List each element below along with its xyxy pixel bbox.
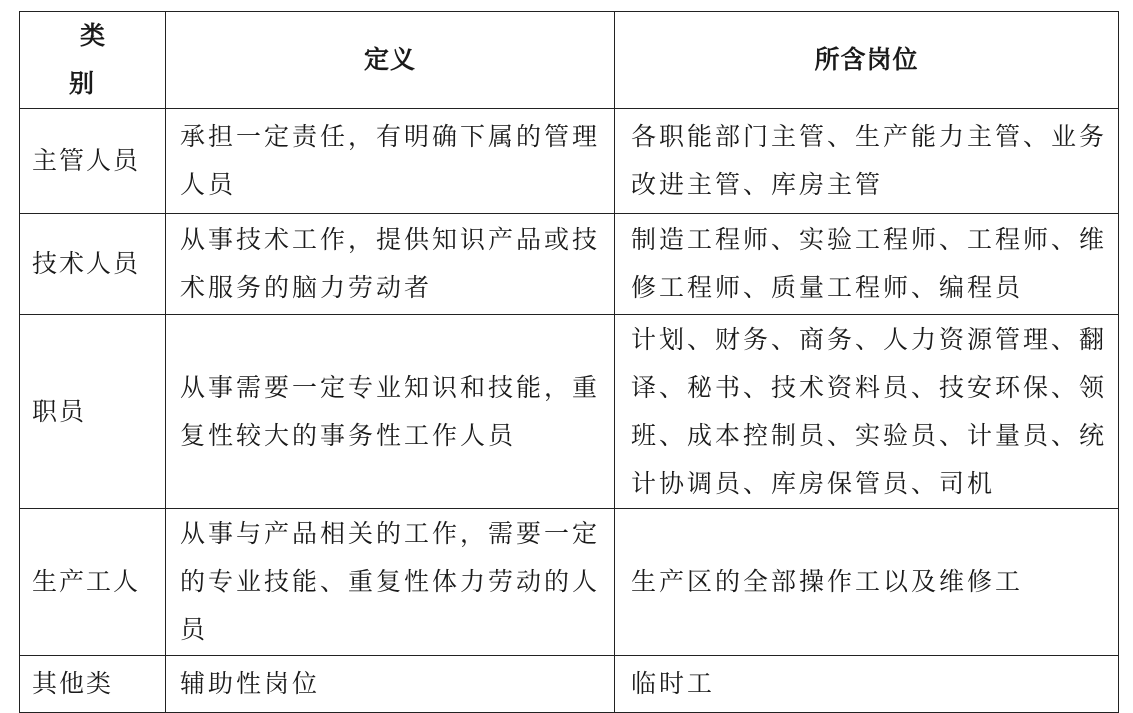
category-cell: 其他类 — [20, 656, 166, 713]
header-category: 类 别 — [20, 12, 166, 109]
category-cell: 生产工人 — [20, 509, 166, 656]
definition-cell: 从事需要一定专业知识和技能，重复性较大的事务性工作人员 — [166, 315, 615, 509]
category-cell: 职员 — [20, 315, 166, 509]
positions-cell: 生产区的全部操作工以及维修工 — [615, 509, 1119, 656]
definition-cell: 承担一定责任，有明确下属的管理人员 — [166, 109, 615, 214]
header-definition: 定义 — [166, 12, 615, 109]
personnel-category-table — [19, 11, 1119, 713]
table-row — [20, 315, 1119, 509]
table-row — [20, 214, 1119, 315]
table-row — [20, 509, 1119, 656]
definition-cell: 从事与产品相关的工作，需要一定的专业技能、重复性体力劳动的人员 — [166, 509, 615, 656]
positions-cell: 制造工程师、实验工程师、工程师、维修工程师、质量工程师、编程员 — [615, 214, 1119, 315]
category-cell: 主管人员 — [20, 109, 166, 214]
table-row — [20, 656, 1119, 713]
table-header-row — [20, 12, 1119, 109]
positions-cell: 各职能部门主管、生产能力主管、业务改进主管、库房主管 — [615, 109, 1119, 214]
header-positions: 所含岗位 — [615, 12, 1119, 109]
definition-cell: 从事技术工作，提供知识产品或技术服务的脑力劳动者 — [166, 214, 615, 315]
definition-cell: 辅助性岗位 — [166, 656, 615, 713]
positions-cell: 临时工 — [615, 656, 1119, 713]
positions-cell: 计划、财务、商务、人力资源管理、翻译、秘书、技术资料员、技安环保、领班、成本控制员、实验员、计量员、统计协调员、库房保管员、司机 — [615, 315, 1119, 509]
table-row — [20, 109, 1119, 214]
category-cell: 技术人员 — [20, 214, 166, 315]
